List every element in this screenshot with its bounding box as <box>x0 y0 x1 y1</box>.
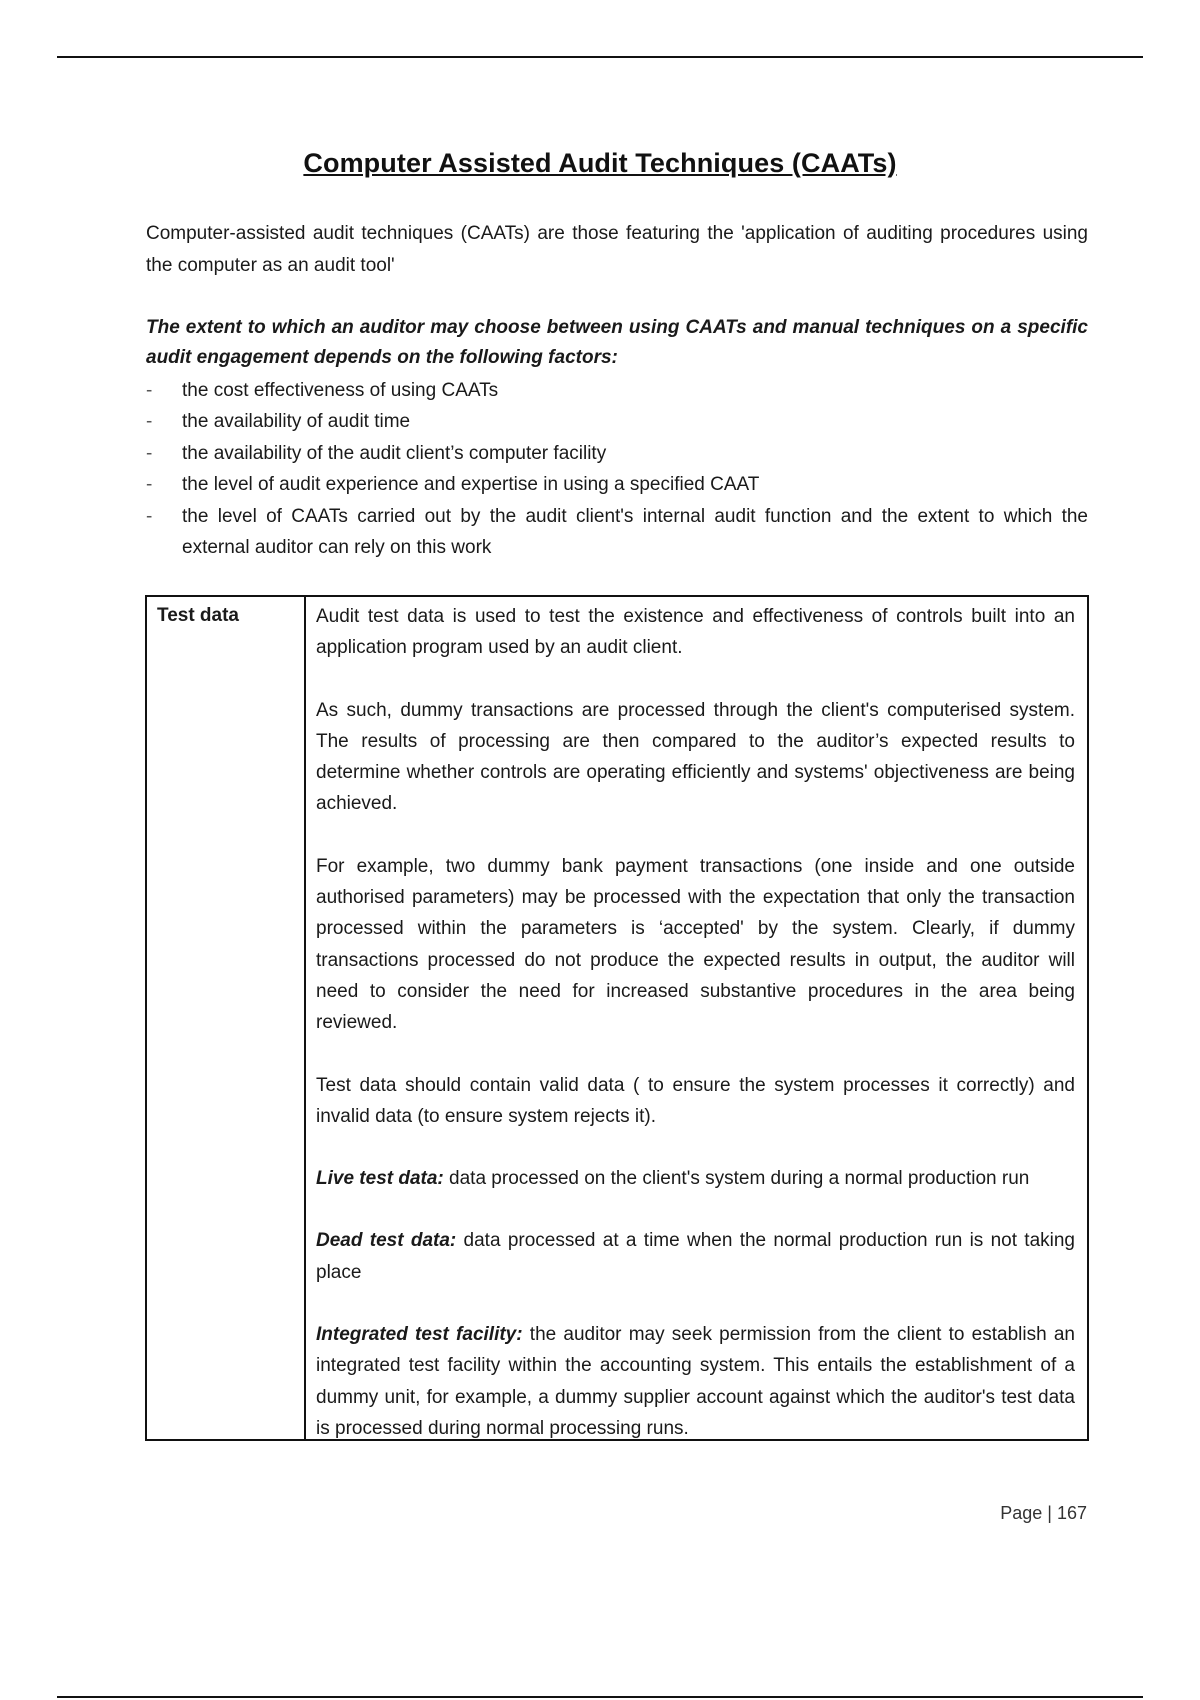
page-number: Page | 167 <box>1000 1503 1087 1523</box>
list-item: - the cost effectiveness of using CAATs <box>146 375 1088 406</box>
paragraph-dummy-transactions: As such, dummy transactions are processed through the client's computerised system. The results of processing are then compared to the auditor’s expected results to determine whether controls are operating efficiently and systems' objectiveness are being achieved. <box>316 699 1075 815</box>
page-title: Computer Assisted Audit Techniques (CAATs) <box>303 148 897 178</box>
bullet-dash: - <box>146 505 153 527</box>
paragraph-valid-invalid: Test data should contain valid data ( to ensure the system processes it correctly) and invalid data (to ensure system rejects it). <box>316 1074 1075 1127</box>
definition-term: Integrated test facility: <box>316 1324 523 1346</box>
definition-term: Dead test data: <box>316 1230 457 1252</box>
list-item: - the availability of audit time <box>146 406 1088 437</box>
factors-heading: The extent to which an auditor may choose between using CAATs and manual techniques on a specific audit engagement depends on the following factors: <box>146 317 1088 368</box>
definition-dead-test-data: Dead test data: data processed at a time when the normal production run is not taking place <box>316 1230 1076 1283</box>
paragraph-example: For example, two dummy bank payment transactions (one inside and one outside authorised parameters) may be processed with the expectation that only the transaction processed within the parameters is ‘accepted' by the system. Clearly, if dummy transactions processed do not produce the expected results in output, the auditor will need to consider the need for increased substantive procedures in the area being reviewed. <box>316 855 1075 1034</box>
header-rule <box>57 56 1143 58</box>
bullet-dash: - <box>146 474 153 496</box>
factors-list <box>146 375 1088 563</box>
footer-rule <box>57 1696 1143 1698</box>
definition-live-test-data: Live test data: data processed on the client's system during a normal production run <box>316 1168 1030 1190</box>
intro-paragraph: Computer-assisted audit techniques (CAATs) are those featuring the 'application of auditing procedures using the computer as an audit tool' <box>146 223 1088 276</box>
list-item: - the level of CAATs carried out by the audit client's internal audit function and the extent to which the external auditor can rely on this work <box>146 501 1088 564</box>
paragraph-purpose: Audit test data is used to test the existence and effectiveness of controls built into an application program used by an audit client. <box>316 606 1075 659</box>
bullet-dash: - <box>146 442 153 464</box>
test-data-table <box>145 595 1089 1441</box>
bullet-dash: - <box>146 411 153 433</box>
definition-term: Live test data: <box>316 1168 444 1190</box>
definition-integrated-test-facility: Integrated test facility: the auditor may seek permission from the client to establish an integrated test facility within the accounting system. This entails the establishment of a dummy unit, for example, a dummy supplier account against which the auditor's test data is processed during normal processing runs. <box>316 1324 1076 1439</box>
list-item: - the level of audit experience and expertise in using a specified CAAT <box>146 469 1088 500</box>
table-cell-content <box>306 597 1087 1439</box>
bullet-dash: - <box>146 380 153 401</box>
table-row-label: Test data <box>147 597 306 1439</box>
list-item: - the availability of the audit client’s computer facility <box>146 438 1088 469</box>
